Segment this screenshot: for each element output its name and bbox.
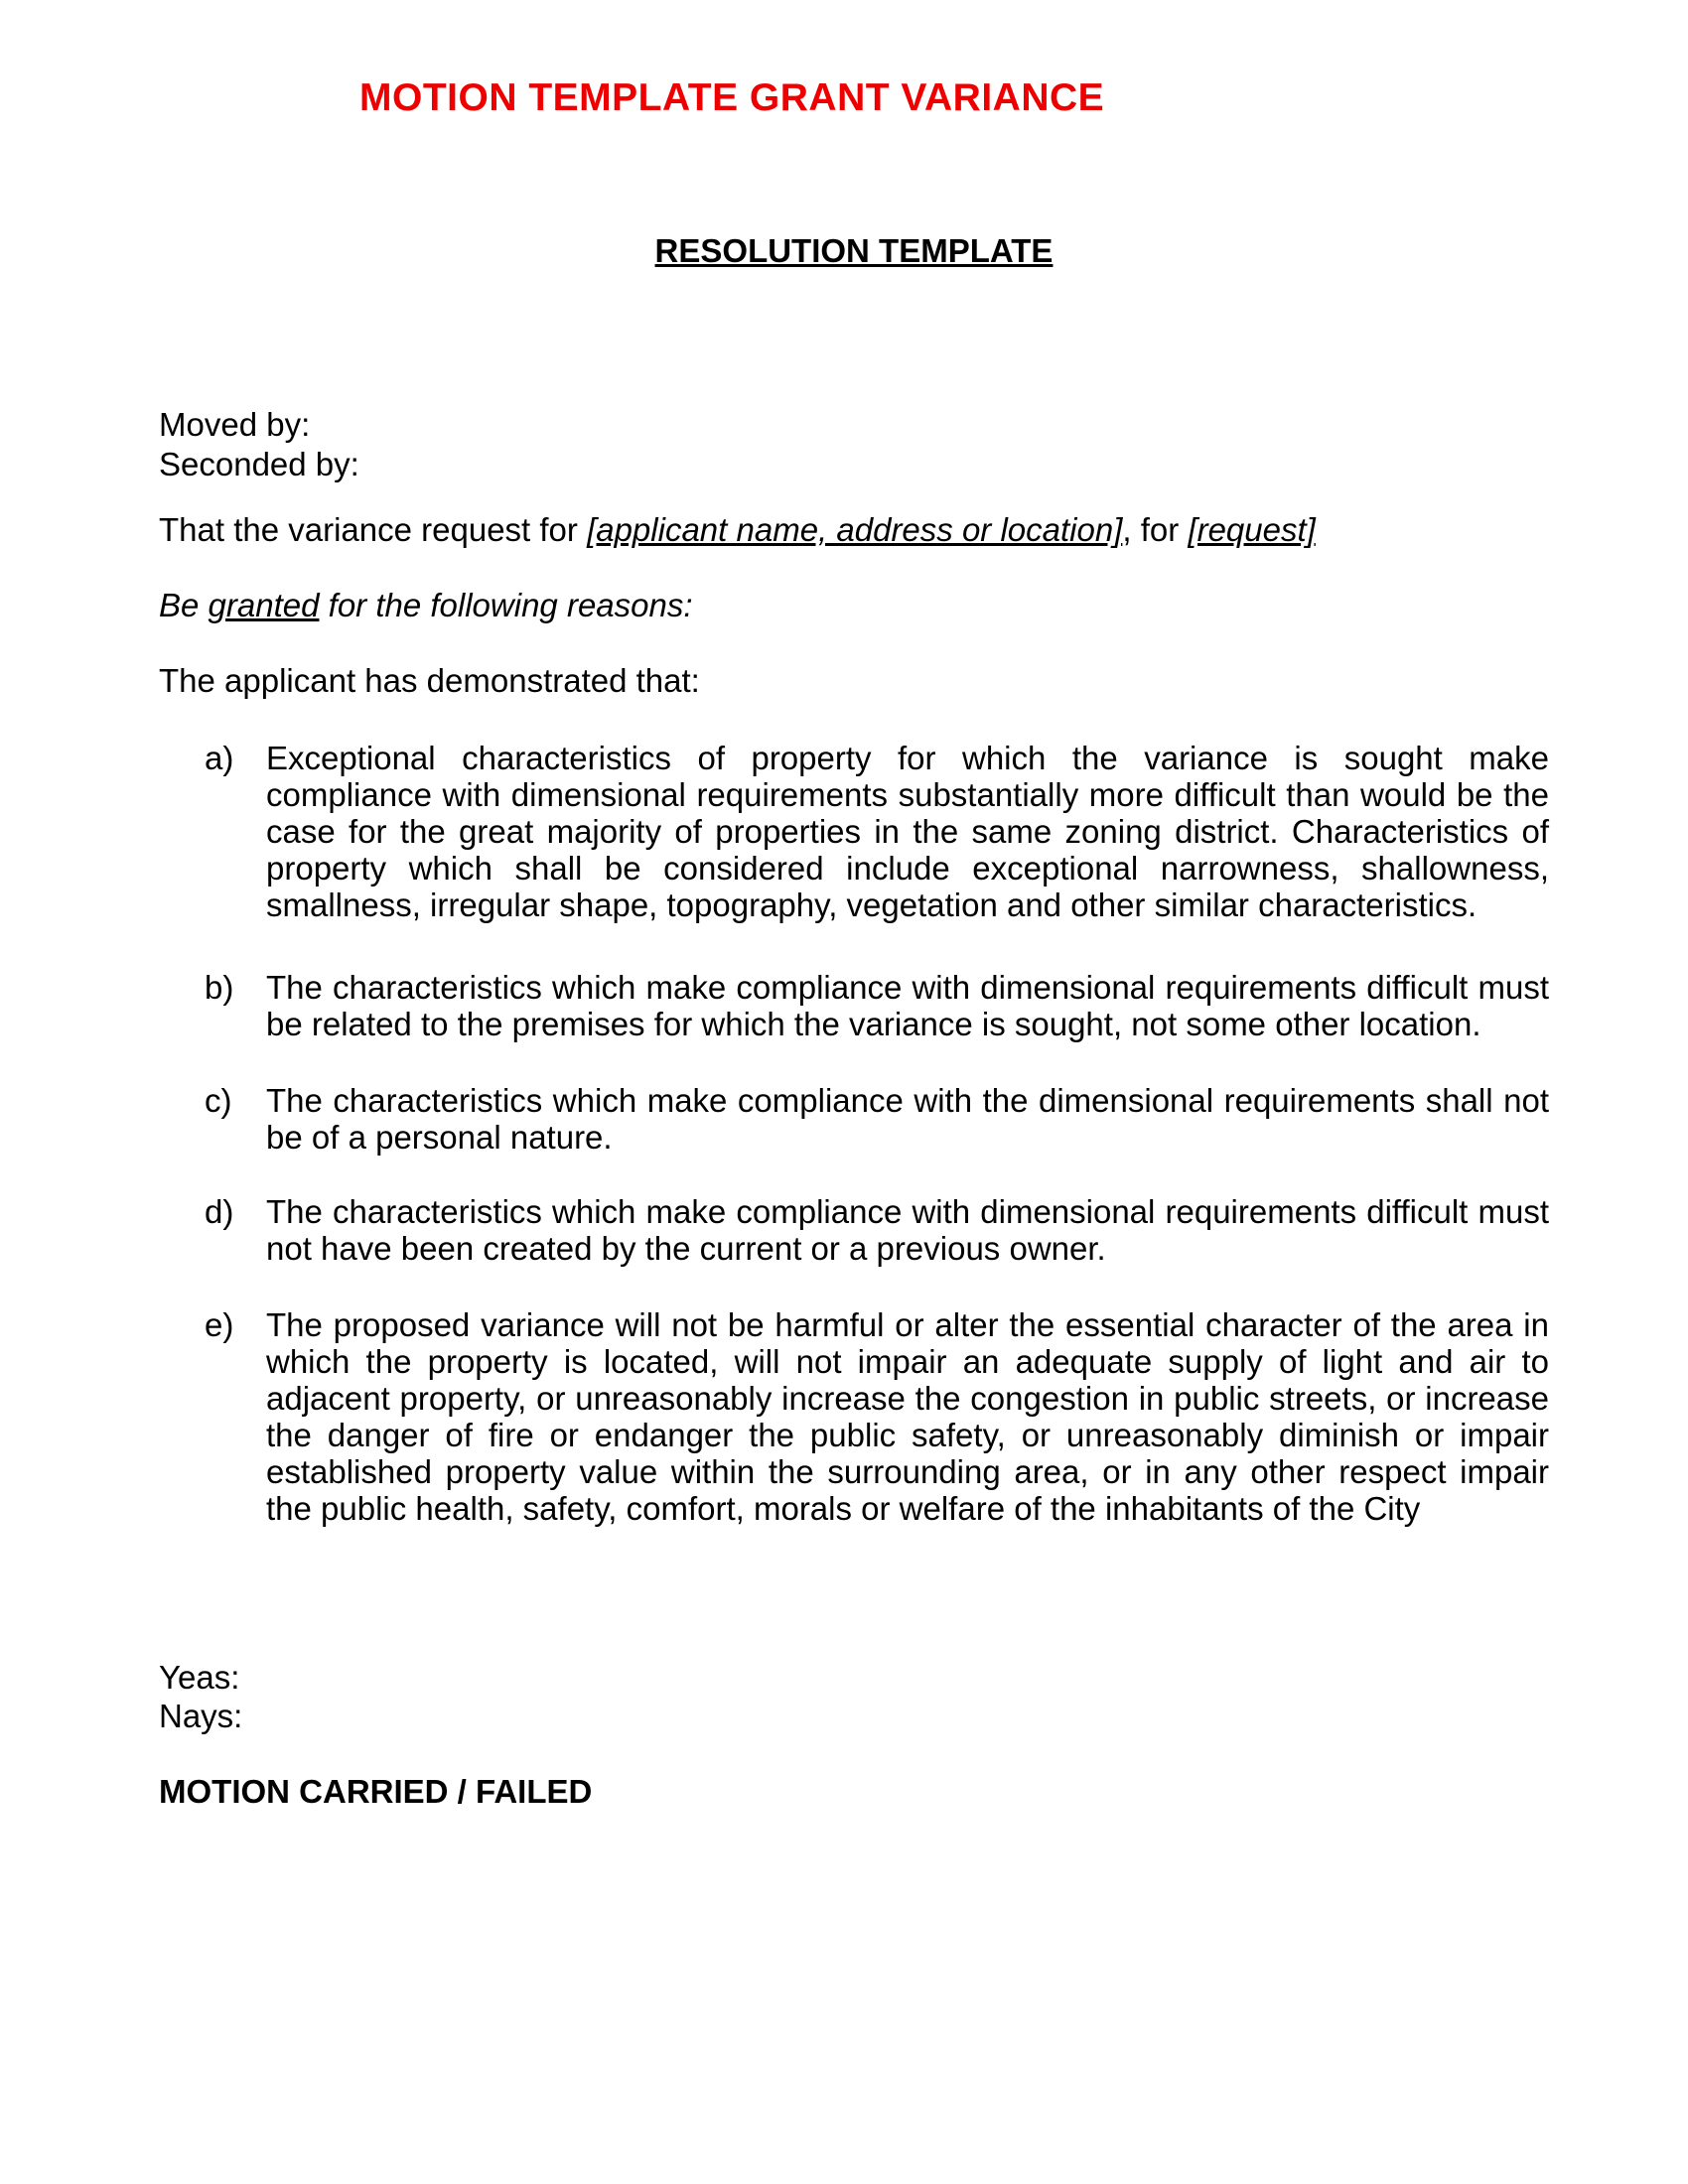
request-placeholder: [request] — [1188, 511, 1316, 548]
list-item-e — [159, 1306, 1549, 1527]
demonstrated-intro-line: The applicant has demonstrated that: — [159, 662, 700, 699]
document-title: MOTION TEMPLATE GRANT VARIANCE — [359, 76, 1105, 119]
resolution-heading — [159, 232, 1549, 269]
list-item-text: Exceptional characteristics of property for which the variance is sought make compliance with dimensional requirements substantially more difficult than would be the case for the great majority of properties in the same zoning district. Characteristics of property which shall be considered include exceptional narrowness, shallowness, smallness, irregular shape, topography, vegetation and other similar characteristics. — [266, 740, 1549, 923]
nays-line: Nays: — [159, 1698, 243, 1734]
applicant-placeholder: [applicant name, address or location] — [587, 511, 1123, 548]
moved-by-line: Moved by: — [159, 406, 311, 443]
yeas-line: Yeas: — [159, 1659, 240, 1696]
findings-list — [159, 740, 1549, 1527]
list-item-text: The characteristics which make compliance with dimensional requirements difficult must not have been created by the current or a previous owner. — [266, 1193, 1549, 1267]
request-line-connector: , for — [1122, 511, 1189, 548]
list-item-label: c) — [205, 1082, 232, 1119]
list-item-text: The proposed variance will not be harmful or alter the essential character of the area in which the property is located, will not impair an adequate supply of light and air to adjacent property, or unreasonably increase the congestion in public streets, or increase the danger of fire or endanger the public safety, or unreasonably diminish or impair established property value within the surrounding area, or in any other respect impair the public health, safety, comfort, morals or welfare of the inhabitants of the City — [266, 1306, 1549, 1527]
list-item-label: e) — [205, 1306, 234, 1343]
list-item-label: a) — [205, 740, 234, 776]
list-item-c — [159, 1082, 1549, 1156]
list-item-d — [159, 1193, 1549, 1267]
list-item-b — [159, 969, 1549, 1042]
granted-line-suffix: for the following reasons: — [319, 587, 693, 623]
motion-result-line: MOTION CARRIED / FAILED — [159, 1773, 593, 1810]
request-line-prefix: That the variance request for — [159, 511, 588, 548]
resolution-heading-text: RESOLUTION TEMPLATE — [654, 232, 1054, 269]
granted-line-prefix: Be — [159, 587, 209, 623]
list-item-a — [159, 740, 1549, 923]
list-item-text: The characteristics which make compliance with the dimensional requirements shall not be of a personal nature. — [266, 1082, 1549, 1156]
list-item-text: The characteristics which make compliance with dimensional requirements difficult must be related to the premises for which the variance is sought, not some other location. — [266, 969, 1549, 1042]
list-item-label: d) — [205, 1193, 234, 1230]
request-line — [159, 511, 1549, 548]
granted-word: granted — [208, 587, 320, 623]
seconded-by-line: Seconded by: — [159, 446, 359, 482]
list-item-label: b) — [205, 969, 234, 1006]
granted-line — [159, 587, 1549, 623]
